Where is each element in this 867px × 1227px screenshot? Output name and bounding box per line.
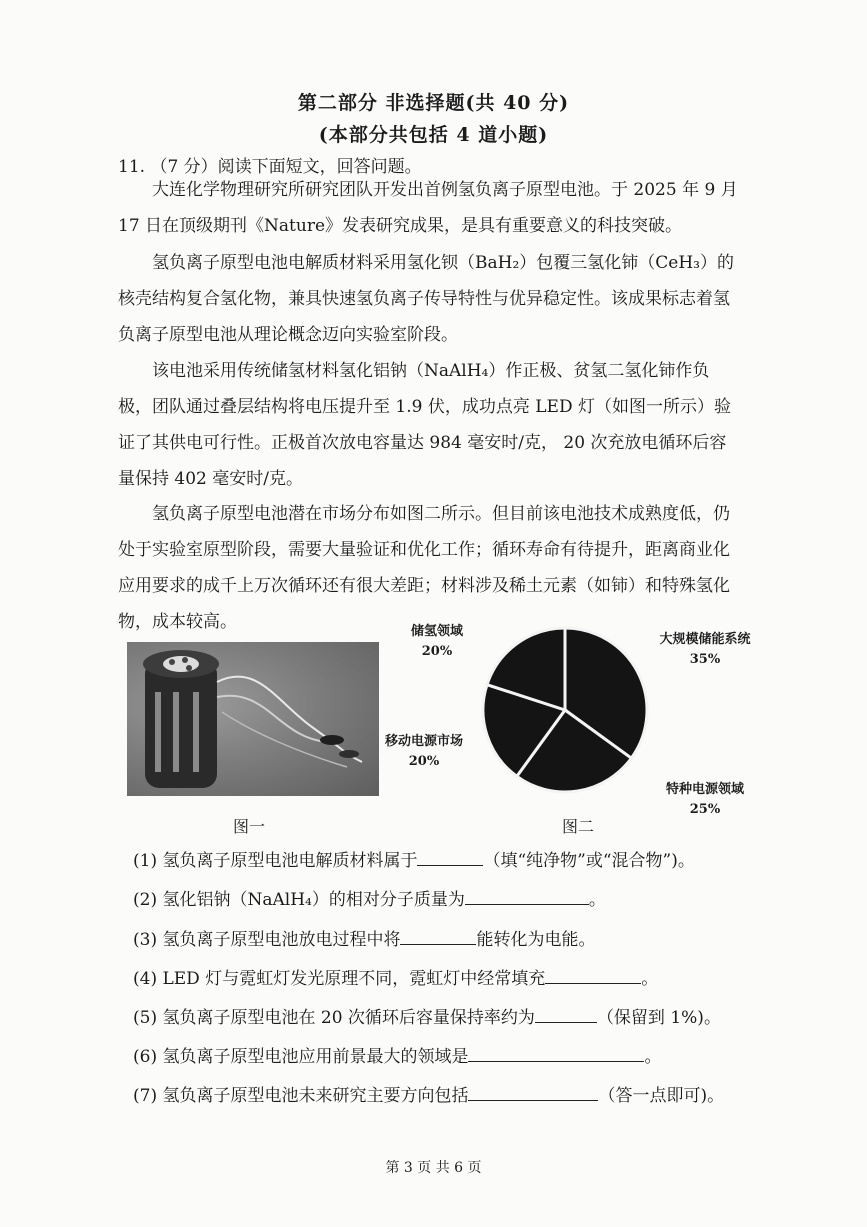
- answer-blank-3[interactable]: [400, 927, 476, 945]
- answer-blank-7[interactable]: [468, 1083, 598, 1101]
- passage-paragraph-3: 该电池采用传统储氢材料氢化铝钠（NaAlH₄）作正极、贫氢二氢化铈作负极，团队通过叠层结构将电压提升至 1.9 伏，成功点亮 LED 灯（如图一所示）验证了其供电可行性。正极首次放电容量达 984 毫安时/克， 20 次充放电循环后容量保持 402 毫安时/克。: [118, 361, 731, 489]
- answer-blank-5[interactable]: [535, 1005, 597, 1023]
- section-title: 第二部分 非选择题(共 40 分): [297, 92, 570, 114]
- page-footer: 第 3 页 共 6 页: [385, 1160, 482, 1176]
- slice-value: 35%: [689, 652, 721, 667]
- question-number: 11.: [118, 157, 146, 177]
- slice-value: 25%: [689, 802, 721, 817]
- slice-name: 移动电源市场: [384, 734, 463, 749]
- slice-name: 大规模储能系统: [659, 632, 751, 647]
- sub-question-3: (3) 氢负离子原型电池放电过程中将 能转化为电能。: [133, 925, 595, 950]
- figure-1-caption: 图一: [233, 817, 266, 836]
- slice-value: 20%: [421, 644, 453, 659]
- answer-blank-4[interactable]: [545, 966, 641, 984]
- battery-photo: [127, 642, 379, 796]
- battery-illustration: [127, 642, 379, 796]
- slice-name: 储氢领域: [410, 624, 463, 639]
- sub-question-2: (2) 氢化铝钠（NaAlH₄）的相对分子质量为 。: [133, 885, 606, 910]
- slice-label-hydrogen-storage: [392, 622, 482, 662]
- passage-paragraph-2: 氢负离子原型电池电解质材料采用氢化钡（BaH₂）包覆三氢化铈（CeH₃）的核壳结构复合氢化物，兼具快速氢负离子传导特性与优异稳定性。该成果标志着氢负离子原型电池从理论概念迈向实验室阶段。: [118, 253, 734, 345]
- passage-paragraph-4: 氢负离子原型电池潜在市场分布如图二所示。但目前该电池技术成熟度低，仍处于实验室原型阶段，需要大量验证和优化工作；循环寿命有待提升，距离商业化应用要求的成千上万次循环还有很大差距；材料涉及稀土元素（如铈）和特殊氢化物，成本较高。: [118, 504, 730, 632]
- sub-question-5: (5) 氢负离子原型电池在 20 次循环后容量保持率约为 （保留到 1%)。: [133, 1003, 721, 1028]
- sub-question-6: (6) 氢负离子原型电池应用前景最大的领域是 。: [133, 1042, 661, 1067]
- slice-value: 20%: [408, 754, 440, 769]
- sub-question-4: (4) LED 灯与霓虹灯发光原理不同，霓虹灯中经常填充 。: [133, 964, 658, 989]
- answer-blank-2[interactable]: [465, 887, 589, 905]
- slice-label-large-storage: [650, 630, 760, 670]
- sub-question-7: (7) 氢负离子原型电池未来研究主要方向包括 （答一点即可)。: [133, 1081, 724, 1106]
- figure-2-caption: 图二: [562, 817, 595, 836]
- answer-blank-6[interactable]: [468, 1044, 644, 1062]
- question-intro: （7 分）阅读下面短文，回答问题。: [150, 157, 422, 177]
- slice-label-mobile-power: [368, 732, 480, 772]
- slice-label-special-power: [652, 780, 758, 820]
- market-pie-chart: [480, 625, 650, 795]
- section-subtitle: (本部分共包括 4 道小题): [318, 124, 549, 146]
- slice-name: 特种电源领域: [665, 782, 744, 797]
- passage-paragraph-1: 大连化学物理研究所研究团队开发出首例氢负离子原型电池。于 2025 年 9 月 17 日在顶级期刊《Nature》发表研究成果，是具有重要意义的科技突破。: [118, 180, 738, 236]
- sub-question-1: (1) 氢负离子原型电池电解质材料属于 （填“纯净物”或“混合物”)。: [133, 846, 695, 871]
- answer-blank-1[interactable]: [417, 848, 483, 866]
